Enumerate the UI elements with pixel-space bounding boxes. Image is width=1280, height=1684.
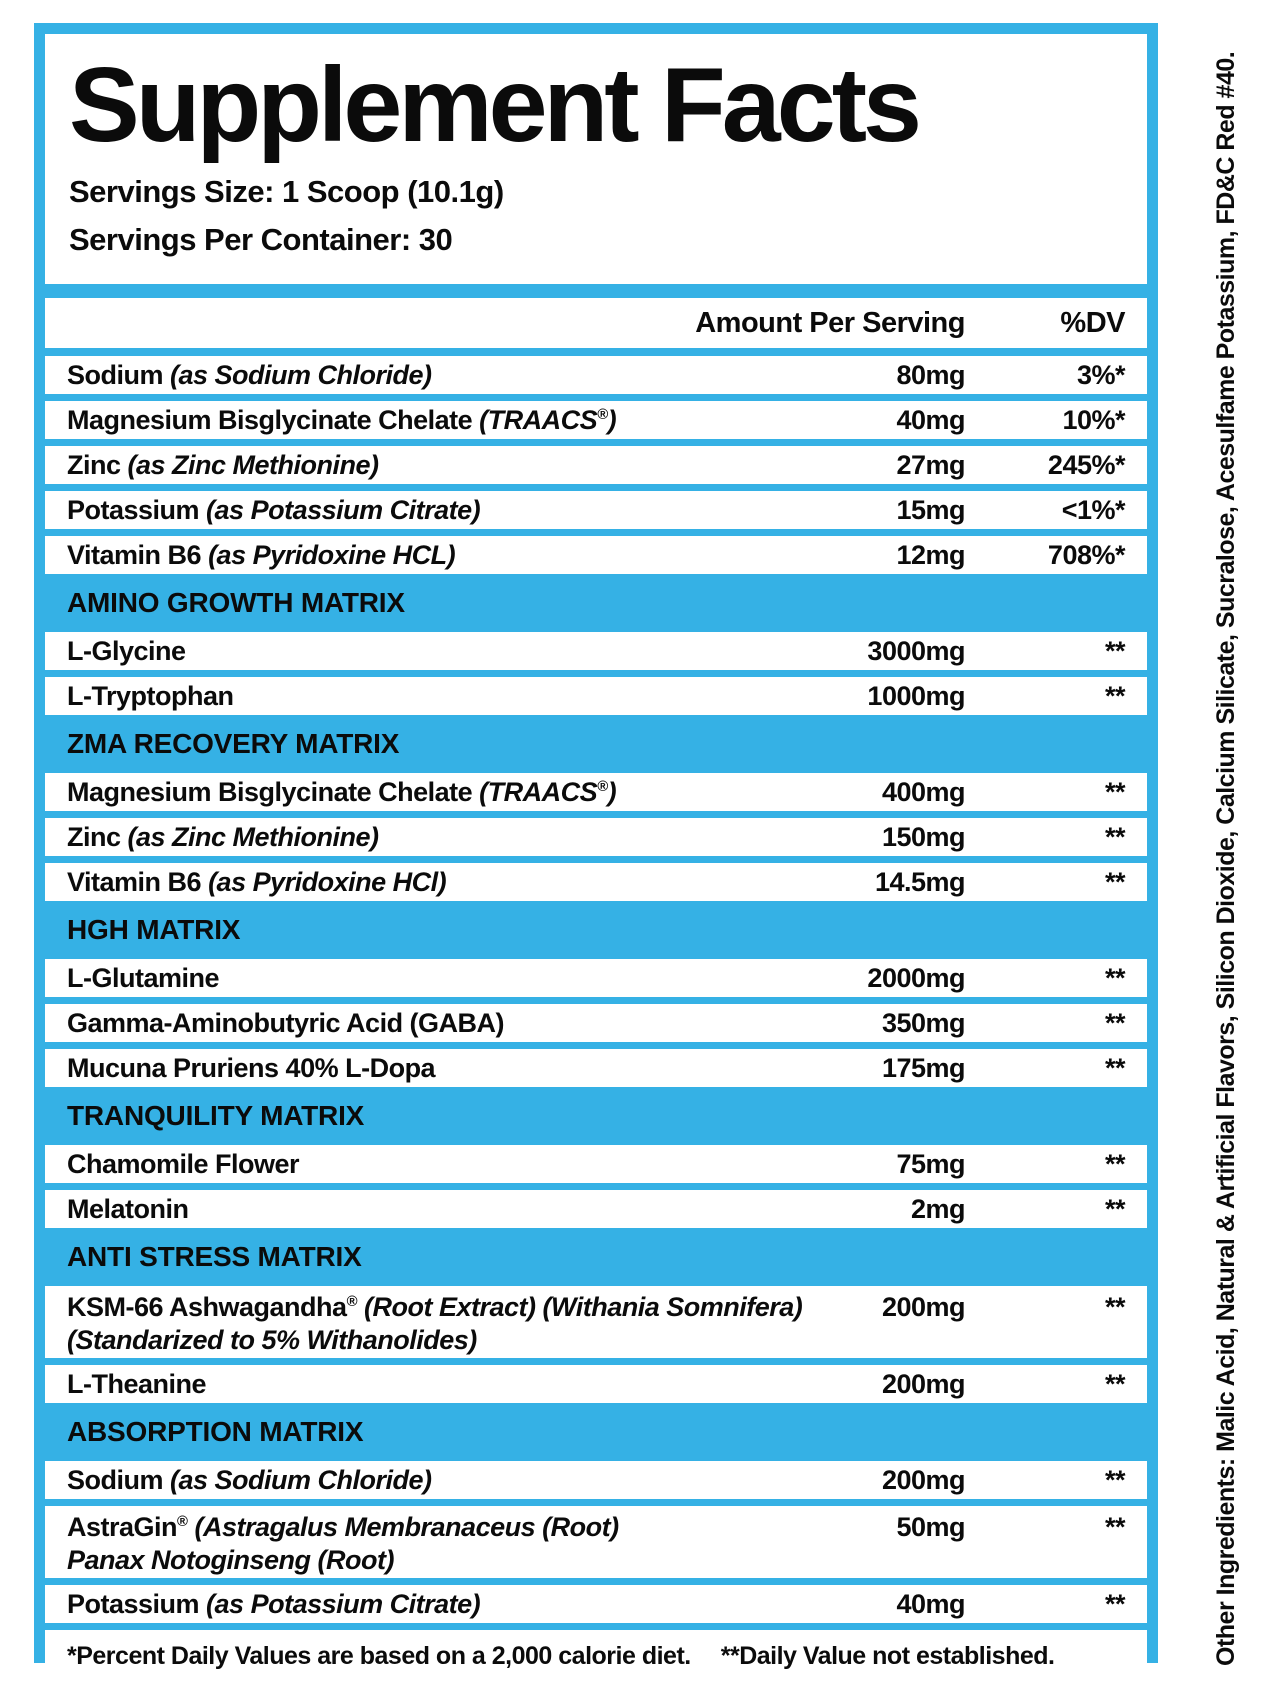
ingredient-row <box>45 1004 1147 1042</box>
ingredient-amount: 27mg <box>896 449 965 480</box>
ingredient-row <box>45 1049 1147 1087</box>
ingredient-row <box>45 491 1147 529</box>
ingredient-amount: 80mg <box>896 359 965 390</box>
section-header <box>45 722 1147 766</box>
ingredient-name: Chamomile Flower <box>67 1148 300 1179</box>
ingredient-row <box>45 1190 1147 1228</box>
ingredient-name: L-Tryptophan <box>67 680 234 711</box>
ingredient-name: Sodium (as Sodium Chloride) <box>67 359 432 390</box>
ingredient-amount: 50mg <box>896 1512 965 1542</box>
ingredient-dv: 245%* <box>1047 449 1125 480</box>
section-title: AMINO GROWTH MATRIX <box>67 587 405 618</box>
ingredient-row <box>45 1585 1147 1623</box>
ingredient-dv: 3%* <box>1076 359 1125 390</box>
ingredient-name: Vitamin B6 (as Pyridoxine HCL) <box>67 539 456 570</box>
ingredient-amount: 15mg <box>896 494 965 525</box>
section-header <box>45 581 1147 625</box>
ingredient-dv: ** <box>1104 1193 1125 1224</box>
ingredient-amount: 350mg <box>881 1007 965 1038</box>
ingredient-name: Potassium (as Potassium Citrate) <box>67 494 481 525</box>
ingredient-dv: ** <box>1104 821 1125 852</box>
ingredient-row <box>45 536 1147 574</box>
ingredient-amount: 200mg <box>881 1368 965 1399</box>
ingredient-dv: ** <box>1104 1292 1125 1322</box>
ingredient-amount: 175mg <box>881 1052 965 1083</box>
ingredient-row <box>45 632 1147 670</box>
ingredient-row <box>45 1286 1147 1358</box>
ingredient-dv: ** <box>1104 962 1125 993</box>
ingredient-dv: ** <box>1104 1512 1125 1542</box>
ingredient-dv: ** <box>1104 680 1125 711</box>
ingredient-name: L-Theanine <box>67 1368 207 1399</box>
column-percent-dv: %DV <box>1060 306 1125 339</box>
section-title: ABSORPTION MATRIX <box>67 1416 364 1447</box>
ingredient-amount: 1000mg <box>867 680 965 711</box>
ingredient-dv: ** <box>1104 1368 1125 1399</box>
section-title: ZMA RECOVERY MATRIX <box>67 728 400 759</box>
ingredient-dv: ** <box>1104 866 1125 897</box>
section-title: TRANQUILITY MATRIX <box>67 1100 365 1131</box>
ingredient-row <box>45 1145 1147 1183</box>
column-amount-per-serving: Amount Per Serving <box>695 306 965 339</box>
ingredient-name: Potassium (as Potassium Citrate) <box>67 1588 481 1619</box>
section-header <box>45 1235 1147 1279</box>
ingredient-name: Zinc (as Zinc Methionine) <box>67 821 379 852</box>
ingredient-name: Vitamin B6 (as Pyridoxine HCl) <box>67 866 447 897</box>
ingredient-name: Magnesium Bisglycinate Chelate (TRAACS®) <box>67 404 617 435</box>
ingredient-dv: ** <box>1104 1464 1125 1495</box>
ingredient-dv: ** <box>1104 776 1125 807</box>
footnote-daily-values: *Percent Daily Values are based on a 2,000 calorie diet. <box>67 1641 691 1670</box>
ingredient-name: Magnesium Bisglycinate Chelate (TRAACS®) <box>67 776 617 807</box>
ingredient-dv: 708%* <box>1047 539 1125 570</box>
section-header <box>45 1410 1147 1454</box>
ingredient-rows-container <box>45 356 1147 1630</box>
ingredient-amount: 40mg <box>896 1588 965 1619</box>
servings-per-container-text: Servings Per Container: 30 <box>69 222 453 257</box>
ingredient-dv: ** <box>1104 635 1125 666</box>
column-header-row <box>45 298 1147 348</box>
ingredient-dv: ** <box>1104 1007 1125 1038</box>
ingredient-name: AstraGin® (Astragalus Membranaceus (Root) Panax Notoginseng (Root) <box>67 1512 619 1575</box>
ingredient-amount: 75mg <box>896 1148 965 1179</box>
ingredient-row <box>45 863 1147 901</box>
ingredient-amount: 14.5mg <box>874 866 965 897</box>
ingredient-name: L-Glutamine <box>67 962 220 993</box>
serving-size-text: Servings Size: 1 Scoop (10.1g) <box>69 174 504 209</box>
footnote-not-established: **Daily Value not established. <box>720 1641 1055 1670</box>
ingredient-name: KSM-66 Ashwagandha® (Root Extract) (Withania Somnifera) (Standarized to 5% Withanolides) <box>67 1292 803 1355</box>
ingredient-dv: ** <box>1104 1148 1125 1179</box>
page-title: Supplement Facts <box>69 46 918 164</box>
ingredient-name: Zinc (as Zinc Methionine) <box>67 449 379 480</box>
ingredient-amount: 200mg <box>881 1464 965 1495</box>
ingredient-name: Gamma-Aminobutyric Acid (GABA) <box>67 1007 505 1038</box>
ingredient-amount: 150mg <box>881 821 965 852</box>
section-title: ANTI STRESS MATRIX <box>67 1241 362 1272</box>
ingredient-amount: 2000mg <box>867 962 965 993</box>
ingredient-row <box>45 677 1147 715</box>
ingredient-row <box>45 773 1147 811</box>
section-title: HGH MATRIX <box>67 914 241 945</box>
ingredient-row <box>45 1461 1147 1499</box>
ingredient-amount: 200mg <box>881 1292 965 1322</box>
section-header <box>45 1094 1147 1138</box>
ingredient-row <box>45 401 1147 439</box>
ingredient-dv: ** <box>1104 1588 1125 1619</box>
footnote-row <box>45 1630 1147 1682</box>
ingredient-amount: 2mg <box>910 1193 965 1224</box>
ingredient-name: L-Glycine <box>67 635 186 666</box>
supplement-facts-panel <box>34 23 1158 1670</box>
ingredient-row <box>45 356 1147 394</box>
ingredient-row <box>45 818 1147 856</box>
ingredient-row <box>45 1365 1147 1403</box>
ingredient-dv: ** <box>1104 1052 1125 1083</box>
ingredient-name: Melatonin <box>67 1193 189 1224</box>
ingredient-dv: <1%* <box>1061 494 1125 525</box>
ingredient-amount: 12mg <box>896 539 965 570</box>
label-header <box>45 34 1147 284</box>
ingredient-name: Sodium (as Sodium Chloride) <box>67 1464 432 1495</box>
ingredient-amount: 40mg <box>896 404 965 435</box>
ingredient-row <box>45 959 1147 997</box>
ingredient-row <box>45 1506 1147 1578</box>
ingredient-dv: 10%* <box>1062 404 1125 435</box>
section-header <box>45 908 1147 952</box>
ingredient-amount: 3000mg <box>867 635 965 666</box>
other-ingredients-text: Other Ingredients: Malic Acid, Natural & Artificial Flavors, Silicon Dioxide, Calcium Silicate, Sucralose, Acesulfame Potassium, FD&C Red #40. <box>1212 51 1240 1666</box>
ingredient-amount: 400mg <box>881 776 965 807</box>
ingredient-row <box>45 446 1147 484</box>
ingredient-name: Mucuna Pruriens 40% L-Dopa <box>67 1052 436 1083</box>
